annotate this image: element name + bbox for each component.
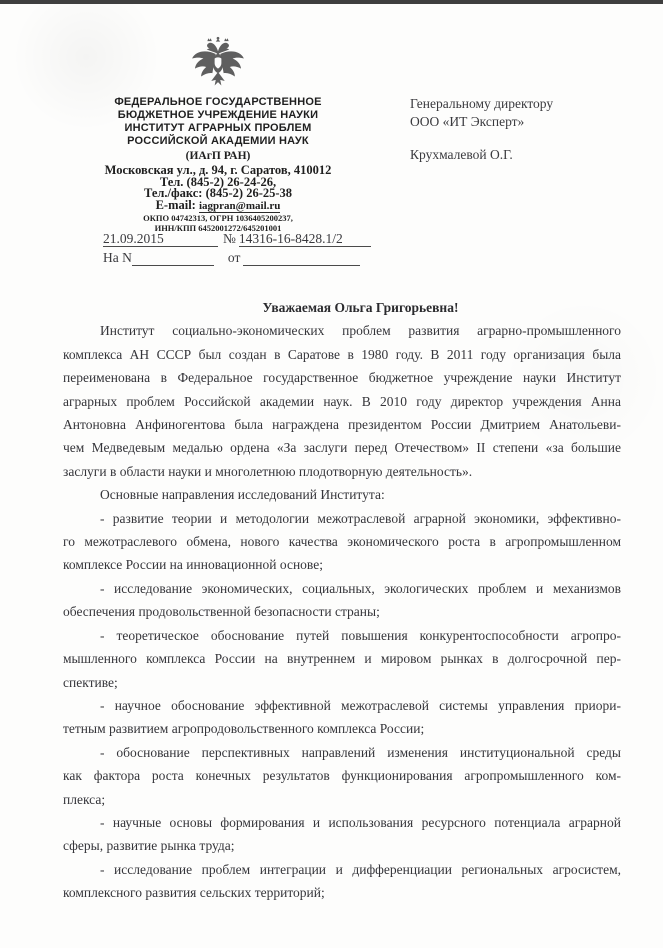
- body-line: плекса;: [63, 791, 106, 807]
- body-line: мышленного комплекса России на внутреннем и мировом рынках в долгосрочной пер-: [63, 651, 621, 667]
- org-phone-fax: Тел./факс: (845-2) 26-25-38: [143, 186, 293, 200]
- body-line: комплексного развития сельских территорий;: [63, 885, 325, 901]
- org-name-line: ИНСТИТУТ АГРАРНЫХ ПРОБЛЕМ: [124, 122, 312, 134]
- addressee-person: Крухмалевой О.Г.: [410, 147, 513, 162]
- org-name-line: ФЕДЕРАЛЬНОЕ ГОСУДАРСТВЕННОЕ: [114, 96, 322, 108]
- body-line: аграрных проблем Российской академии наук. В 2010 году директор учреждения Анна: [63, 393, 621, 409]
- body-line: Основные направления исследований Института:: [100, 487, 385, 503]
- salutation: Уважаемая Ольга Григорьевна!: [262, 300, 459, 315]
- body-line: го межотраслевого обмена, нового качества экономического роста в агропромышленном: [63, 534, 621, 550]
- coat-of-arms-eagle-icon: [189, 36, 247, 90]
- body-line: чем Медведевым медалью ордена «За заслуги перед Отечеством» II степени «за большие: [63, 440, 621, 456]
- body-line: комплекса АН СССР был создан в Саратове в 1980 году. В 2011 году организация была: [63, 346, 621, 362]
- body-line: тетным развитием агропродовольственного комплекса России;: [63, 721, 425, 737]
- org-phone: Тел. (845-2) 26-24-26,: [159, 174, 277, 189]
- body-line: - обоснование перспективных направлений изменения институциональной среды: [100, 744, 621, 760]
- body-line: переименована в Федеральное государственное бюджетное учреждение науки Институт: [63, 370, 621, 386]
- org-abbreviation: (ИАгП РАН): [185, 150, 251, 162]
- from-label: от: [227, 250, 241, 265]
- body-line: Институт социально-экономических проблем развития аграрно-промышленного: [100, 323, 621, 339]
- body-line: комплексе России на инновационной основе;: [63, 557, 323, 573]
- body-line: - исследование проблем интеграции и дифференциации региональных агросистем,: [100, 861, 621, 877]
- body-line: Антоновна Анфиногентова была награждена президентом России Дмитрием Анатольеви-: [63, 417, 621, 433]
- addressee-title: Генеральному директору: [410, 96, 554, 111]
- body-line: заслуги в области науки и многолетнюю плодотворную деятельность».: [63, 463, 473, 479]
- reply-label: На N: [103, 250, 132, 265]
- body-line: - научное обоснование эффективной межотраслевой системы управления приори-: [100, 697, 621, 713]
- body-line: - научные основы формирования и использования ресурсного потенциала аграрной: [100, 814, 621, 830]
- addressee-block: [410, 95, 640, 164]
- letterhead: [56, 36, 380, 233]
- body-line: сферы, развитие рынка труда;: [63, 838, 235, 854]
- email-address: iagpran@mail.ru: [198, 199, 281, 212]
- letter-body: [63, 296, 621, 905]
- org-name-line: БЮДЖЕТНОЕ УЧРЕЖДЕНИЕ НАУКИ: [117, 109, 319, 121]
- body-line: - развитие теории и методологии межотраслевой аграрной экономики, эффективно-: [100, 510, 621, 526]
- body-line: как фактора роста конечных результатов функционирования агропромышленного ком-: [63, 768, 621, 784]
- addressee-company: ООО «ИТ Эксперт»: [410, 113, 525, 129]
- body-line: обеспечения продовольственной безопасности страны;: [63, 604, 380, 620]
- number-sign: №: [223, 231, 236, 246]
- reply-to-row: [103, 250, 403, 269]
- org-codes-line: ИНН/КПП 6452001272/645201001: [154, 222, 282, 233]
- body-line: спективе;: [63, 674, 118, 690]
- outgoing-date: 21.09.2015: [103, 231, 218, 247]
- outgoing-row: [103, 231, 403, 250]
- email-label: E-mail:: [155, 197, 196, 212]
- blank-underline: [243, 250, 360, 266]
- scan-edge-artifact: [0, 0, 663, 4]
- reference-block: [103, 231, 403, 269]
- outgoing-number: 14316-16-8428.1/2: [239, 231, 371, 247]
- org-address: Московская ул., д. 94, г. Саратов, 410012: [104, 163, 332, 177]
- body-line: - исследование экономических, социальных, экологических проблем и механизмов: [100, 580, 621, 596]
- blank-underline: [132, 250, 214, 266]
- body-line: - теоретическое обоснование путей повышения конкурентоспособности агропро-: [100, 627, 621, 643]
- org-codes-line: ОКПО 04742313, ОГРН 1036405200237,: [143, 213, 293, 223]
- org-name-line: РОССИЙСКОЙ АКАДЕМИИ НАУК: [127, 135, 309, 147]
- org-email-line: [56, 197, 380, 213]
